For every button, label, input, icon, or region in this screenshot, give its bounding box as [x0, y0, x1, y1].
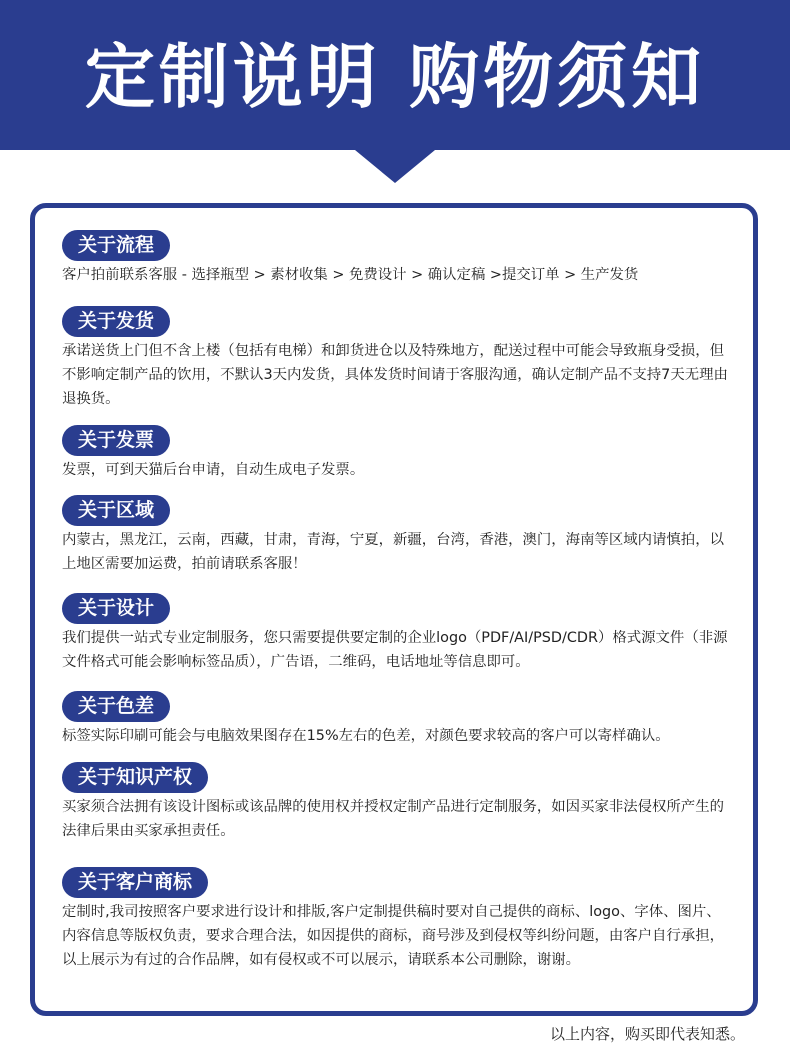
section-heading: 关于流程 [62, 230, 170, 261]
section-body: 我们提供一站式专业定制服务，您只需要提供要定制的企业logo（PDF/AI/PSD/CDR）格式源文件（非源文件格式可能会影响标签品质），广告语，二维码，电话地址等信息即可。 [62, 630, 728, 670]
section-body: 客户拍前联系客服 - 选择瓶型 > 素材收集 > 免费设计 > 确认定稿 >提交订单 > 生产发货 [62, 267, 639, 283]
section-color-difference [62, 691, 732, 748]
section-region [62, 495, 732, 576]
section-heading: 关于区域 [62, 495, 170, 526]
section-design [62, 593, 732, 674]
section-body: 买家须合法拥有该设计图标或该品牌的使用权并授权定制产品进行定制服务，如因买家非法侵权所产生的法律后果由买家承担责任。 [62, 799, 724, 839]
section-body: 定制时,我司按照客户要求进行设计和排版,客户定制提供稿时要对自己提供的商标、logo、字体、图片、内容信息等版权负责，要求合理合法，如因提供的商标，商号涉及到侵权等纠纷问题，由客户自行承担，以上展示为有过的合作品牌，如有侵权或不可以展示，请联系本公司删除，谢谢。 [62, 904, 724, 968]
section-heading: 关于知识产权 [62, 762, 208, 793]
section-heading: 关于发货 [62, 306, 170, 337]
section-heading: 关于发票 [62, 425, 170, 456]
footer-note: 以上内容，购买即代表知悉。 [549, 1025, 745, 1043]
section-body: 发票，可到天猫后台申请，自动生成电子发票。 [62, 462, 365, 478]
section-intellectual-property [62, 762, 732, 843]
section-shipping [62, 306, 732, 411]
section-heading: 关于色差 [62, 691, 170, 722]
header-banner [0, 0, 790, 185]
section-body: 内蒙古，黑龙江，云南，西藏，甘肃，青海，宁夏，新疆，台湾，香港，澳门，海南等区域内请慎拍，以上地区需要加运费，拍前请联系客服！ [62, 532, 724, 572]
section-heading: 关于设计 [62, 593, 170, 624]
info-card [30, 203, 758, 1016]
section-heading: 关于客户商标 [62, 867, 208, 898]
section-process [62, 230, 732, 287]
section-customer-trademark [62, 867, 732, 972]
section-body: 标签实际印刷可能会与电脑效果图存在15%左右的色差，对颜色要求较高的客户可以寄样确认。 [62, 728, 670, 744]
section-invoice [62, 425, 732, 482]
page-title: 定制说明 购物须知 [84, 36, 706, 118]
section-body: 承诺送货上门但不含上楼（包括有电梯）和卸货进仓以及特殊地方，配送过程中可能会导致瓶身受损，但不影响定制产品的饮用，不默认3天内发货，具体发货时间请于客服沟通，确认定制产品不支持7天无理由退换货。 [62, 343, 728, 407]
